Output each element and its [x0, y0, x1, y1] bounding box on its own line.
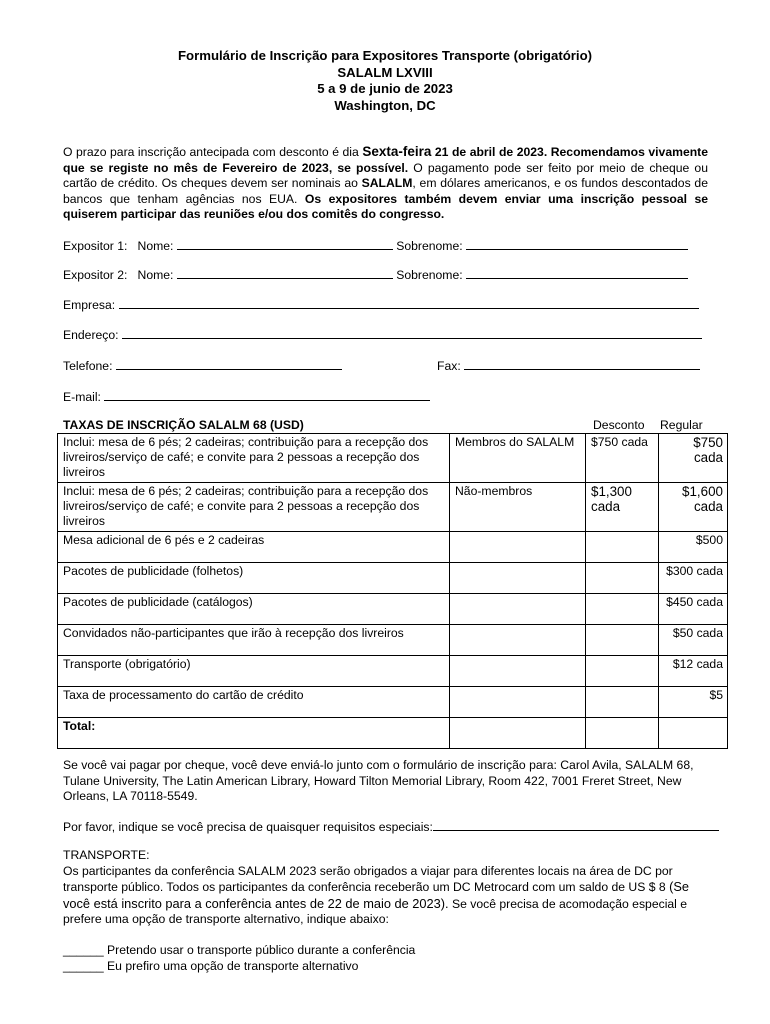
- regular-column-header: Regular: [660, 418, 703, 432]
- transport-text-3: Se você precisa de acomodação especial e prefere uma opção de transporte alternativo, indique abaixo:: [63, 896, 688, 927]
- title-line-1: Formulário de Inscrição para Expositores Transporte (obrigatório): [177, 48, 593, 63]
- address-row: [63, 326, 702, 342]
- transport-paragraph: [63, 864, 713, 928]
- company-label: Empresa:: [63, 298, 116, 312]
- intro-deadline-day: Sexta-feira: [362, 144, 432, 159]
- fee-regular: $300 cada: [659, 563, 728, 594]
- exhibitor-1-row: [63, 237, 688, 253]
- table-row: [58, 687, 728, 718]
- table-row: [58, 625, 728, 656]
- fee-member-type: [450, 594, 586, 625]
- exhibitor-2-surname-field[interactable]: [466, 266, 688, 279]
- fee-description: Inclui: mesa de 6 pés; 2 cadeiras; contribuição para a recepção dos livreiros/serviço de café; e convite para 2 pessoas a recepção dos livreiros: [58, 483, 450, 532]
- fees-title: TAXAS DE INSCRIÇÃO SALALM 68 (USD): [63, 418, 304, 432]
- transport-option-alternative[interactable]: ______ Eu prefiro uma opção de transporte alternativo: [63, 958, 359, 973]
- fee-description: Transporte (obrigatório): [58, 656, 450, 687]
- address-field[interactable]: [122, 326, 702, 339]
- fee-regular: $750 cada: [659, 434, 728, 483]
- intro-payment-text: O pagamento pode ser feito por meio de cheque ou cartão de crédito. Os cheques devem ser nominais ao: [63, 160, 708, 190]
- intro-paragraph: [63, 144, 708, 223]
- fee-discount: $750 cada: [586, 434, 659, 483]
- transport-option-public[interactable]: ______ Pretendo usar o transporte público durante a conferência: [63, 942, 416, 957]
- fee-discount: [586, 594, 659, 625]
- transport-section: [63, 848, 713, 974]
- address-label: Endereço:: [63, 328, 119, 342]
- fax-label: Fax:: [437, 359, 461, 373]
- company-field[interactable]: [119, 296, 699, 309]
- email-row: [63, 388, 430, 404]
- exhibitor-2-row: [63, 266, 688, 282]
- phone-row: [63, 357, 342, 373]
- intro-deadline-text: 21 de abril de 2023. Recomendamos vivamente que se registe no mês de Fevereiro de 2023, se possível.: [63, 145, 709, 175]
- fee-regular: $500: [659, 532, 728, 563]
- email-field[interactable]: [104, 388, 430, 401]
- total-label: Total:: [58, 718, 450, 749]
- fee-member-type: [450, 656, 586, 687]
- fee-discount: [586, 687, 659, 718]
- company-row: [63, 296, 699, 312]
- exhibitor-1-surname-field[interactable]: [466, 237, 688, 250]
- table-row: [58, 594, 728, 625]
- fee-description: Taxa de processamento do cartão de crédito: [58, 687, 450, 718]
- title-line-3: 5 a 9 de junio de 2023: [317, 81, 453, 96]
- surname-label: Sobrenome:: [396, 239, 463, 253]
- fee-member-type: [450, 687, 586, 718]
- exhibitor-1-label: Expositor 1:: [63, 239, 128, 253]
- intro-personal-reg-text: Os expositores também devem enviar uma inscrição pessoal se quiserem participar das reuniões e/ou dos comitês do congresso.: [63, 191, 708, 221]
- transport-text-1: Os participantes da conferência SALALM 2023 serão obrigados a viajar para diferentes locais na área de DC por transporte público. Todos os participantes da conferência receberão um DC Metrocard com um saldo de US $ 8: [63, 863, 673, 895]
- table-row: [58, 563, 728, 594]
- transport-text-2: (Se você está inscrito para a conferência antes de 22 de maio de 2023).: [63, 879, 689, 911]
- phone-field[interactable]: [116, 357, 342, 370]
- fee-member-type: [450, 563, 586, 594]
- fee-description: Mesa adicional de 6 pés e 2 cadeiras: [58, 532, 450, 563]
- fee-member-type: Não-membros: [450, 483, 586, 532]
- total-discount-cell[interactable]: [586, 718, 659, 749]
- form-title: [0, 48, 770, 114]
- total-member-cell[interactable]: [450, 718, 586, 749]
- title-line-2: SALALM LXVIII: [337, 64, 433, 80]
- table-row: [58, 532, 728, 563]
- table-row: [58, 434, 728, 483]
- fee-discount: [586, 563, 659, 594]
- special-requirements-row: [63, 818, 719, 834]
- fees-table: [57, 433, 728, 749]
- fee-discount: [586, 532, 659, 563]
- exhibitor-1-name-field[interactable]: [177, 237, 393, 250]
- intro-banks-text: , em dólares americanos, e os fundos descontados de bancos que tenham agências nos EUA.: [63, 176, 708, 206]
- fee-description: Inclui: mesa de 6 pés; 2 cadeiras; contribuição para a recepção dos livreiros/serviço de café; e convite para 2 pessoas a recepção dos livreiros: [58, 434, 450, 483]
- fee-discount: [586, 625, 659, 656]
- fee-description: Convidados não-participantes que irão à recepção dos livreiros: [58, 625, 450, 656]
- fee-member-type: Membros do SALALM: [450, 434, 586, 483]
- fee-regular: $5: [659, 687, 728, 718]
- fee-regular: $50 cada: [659, 625, 728, 656]
- table-row: [58, 483, 728, 532]
- fee-discount: [586, 656, 659, 687]
- special-requirements-label: Por favor, indique se você precisa de quaisquer requisitos especiais:: [63, 820, 433, 834]
- fax-row: [437, 357, 700, 373]
- cheque-instructions: Se você vai pagar por cheque, você deve enviá-lo junto com o formulário de inscrição para: Carol Avila, SALALM 68, Tulane University, The Latin American Library, Howard Tilton Memorial Library, Room 422, 7001 Freret Street, New Orleans, LA 70118-5549.: [63, 758, 694, 804]
- name-label: Nome:: [137, 268, 174, 282]
- fee-description: Pacotes de publicidade (folhetos): [58, 563, 450, 594]
- fee-member-type: [450, 532, 586, 563]
- intro-payee: SALALM: [361, 176, 413, 190]
- table-row: [58, 656, 728, 687]
- phone-label: Telefone:: [63, 359, 113, 373]
- fee-member-type: [450, 625, 586, 656]
- exhibitor-2-label: Expositor 2:: [63, 268, 128, 282]
- fee-regular: $450 cada: [659, 594, 728, 625]
- total-regular-cell[interactable]: [659, 718, 728, 749]
- surname-label: Sobrenome:: [396, 268, 463, 282]
- intro-text-1: O prazo para inscrição antecipada com desconto é dia: [63, 145, 363, 159]
- name-label: Nome:: [137, 239, 174, 253]
- exhibitor-2-name-field[interactable]: [177, 266, 393, 279]
- fee-regular: $12 cada: [659, 656, 728, 687]
- title-line-4: Washington, DC: [334, 97, 436, 113]
- fax-field[interactable]: [464, 357, 700, 370]
- fee-discount: $1,300 cada: [586, 483, 659, 532]
- transport-heading: TRANSPORTE:: [63, 848, 150, 862]
- fee-regular: $1,600 cada: [659, 483, 728, 532]
- discount-column-header: Desconto: [593, 418, 645, 432]
- special-requirements-field[interactable]: [433, 818, 719, 831]
- table-row-total: [58, 718, 728, 749]
- fee-description: Pacotes de publicidade (catálogos): [58, 594, 450, 625]
- email-label: E-mail:: [63, 390, 101, 404]
